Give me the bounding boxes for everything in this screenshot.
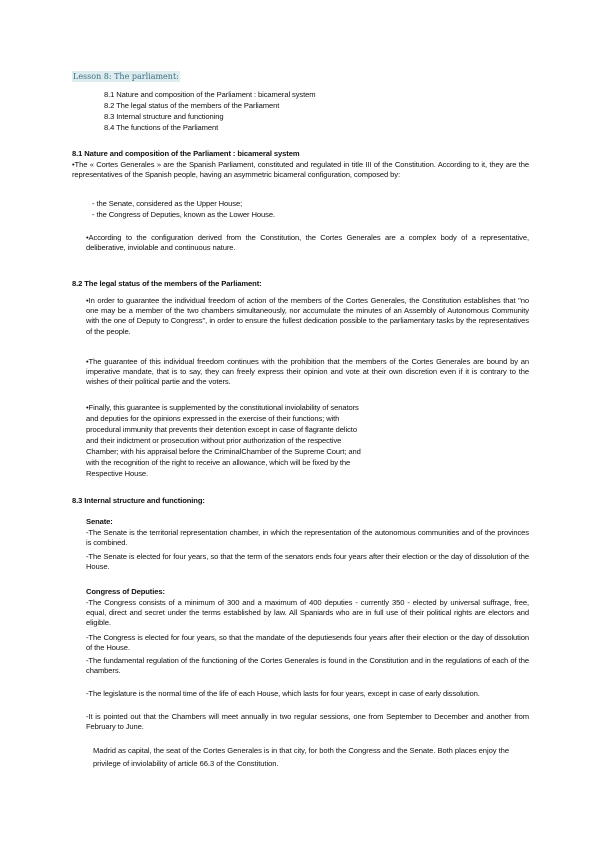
list-item: -The fundamental regulation of the functioning of the Cortes Generales is found in the Constitution and in the regulations of each of the chambers. <box>86 656 529 676</box>
section-8-2-line: Respective House. <box>86 469 149 478</box>
lesson-title: Lesson 8: The parliament: <box>73 72 179 81</box>
section-8-2-line: •Finally, this guarantee is supplemented by the constitutional inviolability of senators <box>86 403 359 412</box>
list-item: -The Congress consists of a minimum of 300 and a maximum of 400 deputies - currently 350 - elected by universal suffrage, free, equal, direct and secret under the terms established by law. All Spaniards who are in full use of their political rights are electors and eligible. <box>86 598 529 628</box>
senate-label: Senate: <box>86 517 113 526</box>
section-8-2-line: and their indictment or prosecution without prior authorization of the respective <box>86 436 342 445</box>
section-8-1-heading: 8.1 Nature and composition of the Parliament : bicameral system <box>72 149 300 158</box>
toc-item: 8.1 Nature and composition of the Parliament : bicameral system <box>104 90 316 99</box>
section-8-2-line: procedural immunity that prevents their detention except in case of flagrante delicto <box>86 425 357 434</box>
section-8-2-line: with the recognition of the right to receive an allowance, which will be fixed by the <box>86 458 351 467</box>
madrid-paragraph: Madrid as capital, the seat of the Cortes Generales is in that city, for both the Congress and the Senate. Both places enjoy the privilege of inviolability of article 66.3 of the Constitution. <box>93 746 509 768</box>
section-8-2-line: Chamber; with his appraisal before the CriminalChamber of the Supreme Court; and <box>86 447 361 456</box>
section-8-2-paragraph: •The guarantee of this individual freedom continues with the prohibition that the members of the Cortes Generales are bound by an imperative mandate, that is to say, they can freely express their opinion and vote at their own discretion even if it is contrary to the wishes of their political partie and the voters. <box>86 357 529 387</box>
section-8-3-heading: 8.3 Internal structure and functioning: <box>72 496 205 505</box>
toc-item: 8.2 The legal status of the members of the Parliament <box>104 101 280 110</box>
section-8-2-line: and deputies for the opinions expressed in the exercise of their functions; with <box>86 414 340 423</box>
congress-label: Congress of Deputies: <box>86 587 165 596</box>
section-8-2-paragraph: •In order to guarantee the individual freedom of action of the members of the Cortes Generales, the Constitution establishes that "no one may be a member of the two chambers simultaneously, nor accumulate the minutes of an Assembly of Autonomous Community with the one of Deputy to Congress", in order to ensure the fullest dedication possible to the parliamentary tasks by the representatives of the people. <box>86 296 529 336</box>
list-item: - the Congress of Deputies, known as the Lower House. <box>92 210 275 219</box>
section-8-1-paragraph: •The « Cortes Generales » are the Spanish Parliament, constituted and regulated in title III of the Constitution. According to it, they are the representatives of the Spanish people, having an asymmetric bicameral configuration, composed by: <box>72 160 529 180</box>
section-8-1-paragraph: •According to the configuration derived from the Constitution, the Cortes Generales are a complex body of a representative, deliberative, inviolable and continuous nature. <box>86 233 529 253</box>
list-item: -The Senate is elected for four years, so that the term of the senators ends four years after their election or the day of dissolution of the House. <box>86 552 529 572</box>
list-item: -It is pointed out that the Chambers will meet annually in two regular sessions, one from September to December and another from February to June. <box>86 712 529 732</box>
section-8-2-heading: 8.2 The legal status of the members of the Parliament: <box>72 279 262 288</box>
list-item: -The Congress is elected for four years, so that the mandate of the deputiesends four years after their election or the day of dissolution of the House. <box>86 633 529 653</box>
list-item: -The legislature is the normal time of the life of each House, which lasts for four years, except in case of early dissolution. <box>86 689 480 698</box>
list-item: -The Senate is the territorial representation chamber, in which the representation of the autonomous communities and of the provinces is combined. <box>86 528 529 548</box>
toc-item: 8.3 Internal structure and functioning <box>104 112 224 121</box>
toc-item: 8.4 The functions of the Parliament <box>104 123 219 132</box>
list-item: - the Senate, considered as the Upper House; <box>92 199 243 208</box>
